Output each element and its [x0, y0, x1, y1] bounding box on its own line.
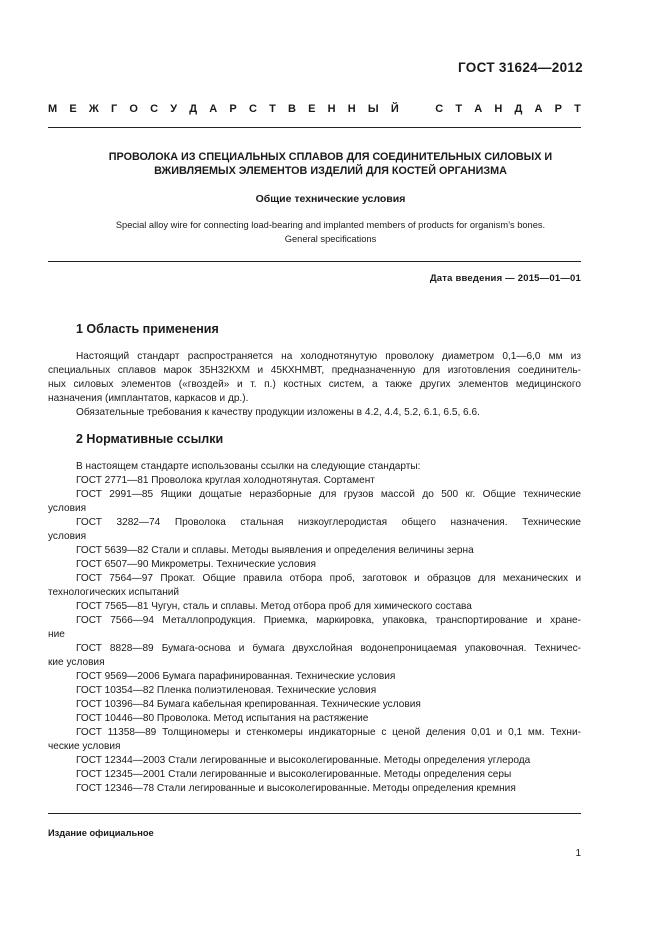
- interstate-letter: В: [287, 103, 296, 115]
- reference-line: ГОСТ 2991—85 Ящики дощатые неразборные для грузов массой до 500 кг. Общие технические: [76, 489, 581, 500]
- gost-number: ГОСТ 31624—2012: [458, 60, 583, 75]
- interstate-letter: А: [209, 103, 218, 115]
- reference-line: В настоящем стандарте использованы ссылки на следующие стандарты:: [76, 461, 421, 472]
- section-1-line: Обязательные требования к качеству продукции изложены в 4.2, 4.4, 5.2, 6.1, 6.5, 6.6.: [76, 407, 480, 418]
- interstate-letter: М: [48, 103, 58, 115]
- english-title-line-2: General specifications: [284, 234, 377, 244]
- reference-line: ческие условия: [48, 741, 121, 752]
- interstate-letter: С: [150, 103, 159, 115]
- interstate-letter: Р: [229, 103, 237, 115]
- reference-line: ГОСТ 12344—2003 Стали легированные и высоколегированные. Методы определения углерода: [76, 755, 531, 766]
- section-1-line: Настоящий стандарт распространяется на холоднотянутую проволоку диаметром 0,1—6,0 мм из: [76, 351, 581, 362]
- section-1-line: ных силовых элементов («гвоздей» и т. п.) костных систем, а также других элементов медицинского: [48, 379, 581, 390]
- title-line-2: ВЖИВЛЯЕМЫХ ЭЛЕМЕНТОВ ИЗДЕЛИЙ ДЛЯ КОСТЕЙ ОРГАНИЗМА: [154, 165, 507, 177]
- interstate-letter: А: [534, 103, 543, 115]
- english-title: [48, 218, 613, 246]
- interstate-letter: Й: [390, 103, 399, 115]
- interstate-letter: А: [474, 103, 483, 115]
- interstate-letter: Ж: [88, 103, 99, 115]
- reference-line: ГОСТ 11358—89 Толщиномеры и стенкомеры индикаторные с ценой деления 0,01 и 0,1 мм. Техни-: [76, 727, 581, 738]
- introduction-date: Дата введения — 2015—01—01: [429, 273, 581, 284]
- top-rule: [48, 127, 581, 128]
- interstate-letter: Н: [347, 103, 356, 115]
- section-1-body: [48, 350, 581, 420]
- interstate-letter: Т: [455, 103, 463, 115]
- reference-line: ГОСТ 7564—97 Прокат. Общие правила отбора проб, заготовок и образцов для механических и: [76, 573, 581, 584]
- interstate-letter: Д: [189, 103, 198, 115]
- reference-line: ГОСТ 10354—82 Пленка полиэтиленовая. Технические условия: [76, 685, 377, 696]
- reference-line: ГОСТ 2771—81 Проволока круглая холоднотянутая. Сортамент: [76, 475, 375, 486]
- interstate-letter: С: [435, 103, 444, 115]
- reference-line: ние: [48, 629, 65, 640]
- reference-line: кие условия: [48, 657, 105, 668]
- interstate-letter: Р: [554, 103, 562, 115]
- reference-line: ГОСТ 12346—78 Стали легированные и высоколегированные. Методы определения кремния: [76, 783, 516, 794]
- reference-line: ГОСТ 6507—90 Микрометры. Технические условия: [76, 559, 316, 570]
- english-title-line-1: Special alloy wire for connecting load-bearing and implanted members of products for organism’s bones.: [115, 220, 546, 230]
- document-title: [48, 150, 613, 178]
- interstate-letter: О: [129, 103, 138, 115]
- official-edition-label: Издание официальное: [48, 828, 154, 838]
- reference-line: ГОСТ 12345—2001 Стали легированные и высоколегированные. Методы определения серы: [76, 769, 512, 780]
- title-line-1: ПРОВОЛОКА ИЗ СПЕЦИАЛЬНЫХ СПЛАВОВ ДЛЯ СОЕДИНИТЕЛЬНЫХ СИЛОВЫХ И: [108, 151, 553, 163]
- interstate-letter: Т: [269, 103, 276, 115]
- footer-rule: [48, 813, 581, 814]
- interstate-letter: Ы: [367, 103, 379, 115]
- section-2-heading: 2 Нормативные ссылки: [76, 432, 224, 446]
- interstate-letter: У: [170, 103, 178, 115]
- document-subtitle: Общие технические условия: [255, 193, 406, 205]
- title-rule: [48, 261, 581, 262]
- interstate-letter: Д: [514, 103, 523, 115]
- reference-line: технологических испытаний: [48, 587, 180, 598]
- interstate-letter: Н: [494, 103, 503, 115]
- reference-line: ГОСТ 8828—89 Бумага-основа и бумага двухслойная водонепроницаемая упаковочная. Техничес-: [76, 643, 581, 654]
- reference-line: ГОСТ 7565—81 Чугун, сталь и сплавы. Метод отбора проб для химического состава: [76, 601, 472, 612]
- reference-line: ГОСТ 5639—82 Стали и сплавы. Методы выявления и определения величины зерна: [76, 545, 474, 556]
- reference-line: условия: [48, 503, 87, 514]
- reference-line: ГОСТ 3282—74 Проволока стальная низкоуглеродистая общего назначения. Технические: [76, 517, 581, 528]
- section-1-heading: 1 Область применения: [76, 322, 219, 336]
- interstate-letter: Е: [308, 103, 316, 115]
- reference-line: ГОСТ 10446—80 Проволока. Метод испытания на растяжение: [76, 713, 369, 724]
- reference-line: ГОСТ 9569—2006 Бумага парафинированная. Технические условия: [76, 671, 396, 682]
- page-number: 1: [575, 848, 581, 859]
- reference-line: условия: [48, 531, 87, 542]
- interstate-letter: Е: [69, 103, 77, 115]
- reference-line: ГОСТ 7566—94 Металлопродукция. Приемка, маркировка, упаковка, транспортирование и хране-: [76, 615, 581, 626]
- interstate-standard-banner: [48, 103, 581, 115]
- section-1-line: специальных сплавов марок 35Н32КХМ и 45КХНМВТ, предназначенную для изготовления соединитель-: [48, 365, 581, 376]
- interstate-letter: Н: [327, 103, 336, 115]
- reference-line: ГОСТ 10396—84 Бумага кабельная крепированная. Технические условия: [76, 699, 421, 710]
- normative-references-list: [48, 460, 581, 796]
- interstate-letter: Т: [574, 103, 581, 115]
- section-1-line: назначения (имплантатов, каркасов и др.).: [48, 393, 249, 404]
- interstate-letter: Г: [110, 103, 118, 115]
- interstate-letter: С: [248, 103, 257, 115]
